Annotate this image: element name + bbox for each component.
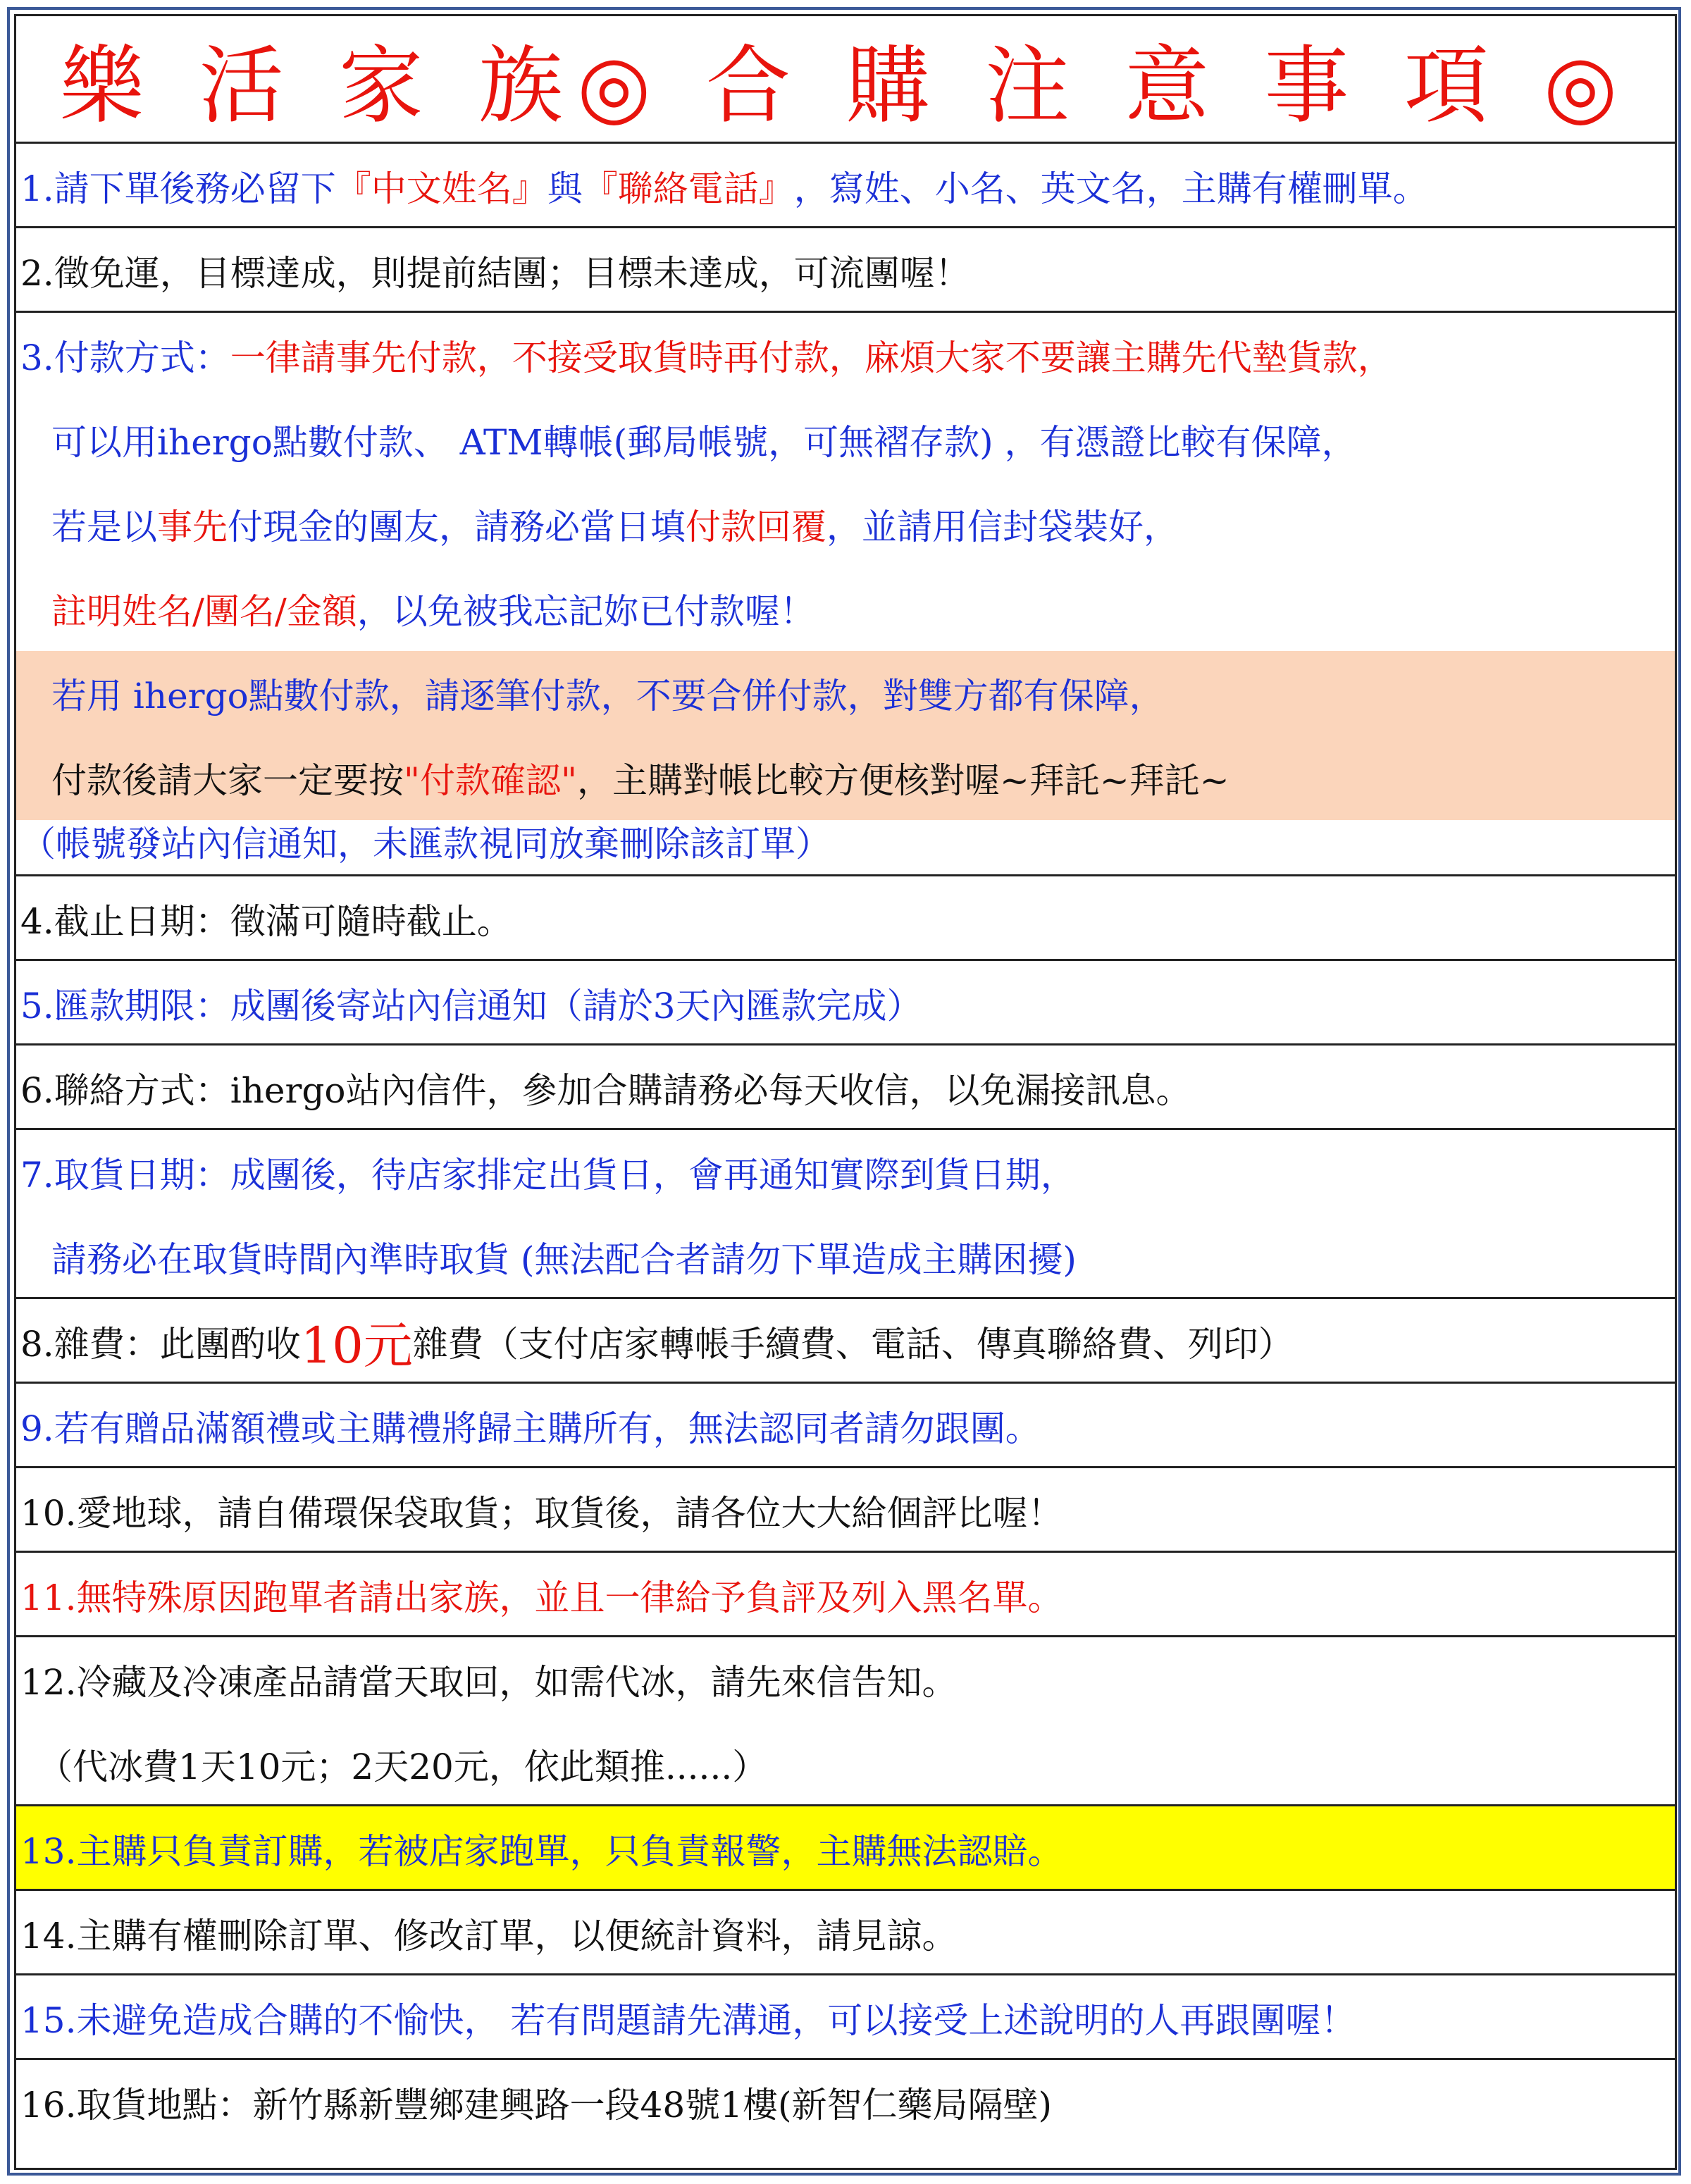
item-3-line-2: 可以用ihergo點數付款、 ATM轉帳(郵局帳號，可無褶存款) ，有憑證比較有保障， (51, 422, 1357, 463)
item-12 (16, 1635, 1675, 1804)
item-13-text: 13.主購只負責訂購，若被店家跑單，只負責報警，主購無法認賠。 (20, 1831, 1063, 1872)
item-6-text: 6.聯絡方式：ihergo站內信件，參加合購請務必每天收信，以免漏接訊息。 (20, 1070, 1191, 1111)
item-1-text-d: 『聯絡電話』 (582, 168, 794, 209)
item-8-fee: 10元 (300, 1316, 413, 1375)
notice-table (14, 14, 1677, 2170)
item-3 (16, 311, 1675, 874)
item-3-line-7: （帳號發站內信通知，未匯款視同放棄刪除該訂單） (20, 824, 831, 864)
item-3-line-5: 若用 ihergo點數付款，請逐筆付款，不要合併付款，對雙方都有保障， (16, 651, 1675, 736)
item-1-text-a: 1.請下單後務必留下 (20, 168, 336, 209)
item-9 (16, 1382, 1675, 1466)
item-15 (16, 1973, 1675, 2058)
item-1-line (16, 144, 1675, 226)
item-3-line-4 (16, 566, 1675, 651)
item-7 (16, 1128, 1675, 1297)
item-3-line-3-b: 事先 (157, 507, 228, 547)
item-5-text: 5.匯款期限：成團後寄站內信通知（請於3天內匯款完成） (20, 986, 922, 1026)
item-11-text: 11.無特殊原因跑單者請出家族，並且一律給予負評及列入黑名單。 (20, 1577, 1063, 1618)
item-3-line-3-d: 付款回覆 (686, 507, 826, 547)
item-3-line-6-b: "付款確認" (404, 760, 577, 801)
item-12-line-2: （代冰費1天10元；2天20元，依此類推......） (37, 1746, 768, 1787)
item-2-text: 2.徵免運，目標達成，則提前結團；目標未達成，可流團喔！ (20, 253, 970, 294)
item-8 (16, 1297, 1675, 1382)
item-6 (16, 1043, 1675, 1128)
item-9-text: 9.若有贈品滿額禮或主購禮將歸主購所有，無法認同者請勿跟團。 (20, 1408, 1041, 1449)
item-3-line-4-a: 註明姓名/團名/金額 (51, 591, 357, 632)
page-title: 樂 活 家 族◎ 合 購 注 意 事 項 ◎ (59, 37, 1632, 135)
item-1-text-b: 『中文姓名』 (335, 168, 547, 209)
item-10 (16, 1466, 1675, 1551)
item-2 (16, 226, 1675, 311)
item-3-line-3-c: 付現金的團友，請務必當日填 (228, 507, 686, 547)
item-3-line-6-a: 付款後請大家一定要按 (51, 760, 404, 801)
item-16 (16, 2058, 1675, 2168)
item-3-label: 3.付款方式： (20, 337, 230, 378)
item-8-text-c: 雜費（支付店家轉帳手續費、電話、傳真聯絡費、列印） (412, 1324, 1294, 1365)
item-3-line-3 (16, 482, 1675, 566)
item-15-text: 15.未避免造成合購的不愉快， 若有問題請先溝通，可以接受上述說明的人再跟團喔！ (20, 2000, 1356, 2041)
item-7-line-2: 請務必在取貨時間內準時取貨 (無法配合者請勿下單造成主購困擾) (51, 1239, 1077, 1280)
item-8-line (16, 1299, 1675, 1382)
item-3-line-3-a: 若是以 (51, 507, 157, 547)
item-1-text-c: 與 (547, 168, 583, 209)
item-16-text: 16.取貨地點：新竹縣新豐鄉建興路一段48號1樓(新智仁藥局隔壁) (20, 2085, 1052, 2126)
item-1 (16, 142, 1675, 226)
item-14-text: 14.主購有權刪除訂單、修改訂單，以便統計資料，請見諒。 (20, 1916, 958, 1956)
item-11 (16, 1551, 1675, 1635)
item-4-text: 4.截止日期：徵滿可隨時截止。 (20, 901, 512, 942)
item-3-line-6-c: ，主購對帳比較方便核對喔~拜託~拜託~ (577, 760, 1229, 801)
item-8-text-a: 8.雜費：此團酌收 (20, 1324, 301, 1365)
item-3-text-b: 一律請事先付款，不接受取貨時再付款，麻煩大家不要讓主購先代墊貨款， (230, 337, 1393, 378)
item-3-line-3-e: ，並請用信封袋裝好， (826, 507, 1179, 547)
item-1-text-e: ，寫姓、小名、英文名，主購有權刪單。 (793, 168, 1428, 209)
item-10-text: 10.愛地球，請自備環保袋取貨；取貨後，請各位大大給個評比喔！ (20, 1493, 1063, 1534)
item-4 (16, 874, 1675, 959)
item-13 (16, 1804, 1675, 1889)
item-12-line-1: 12.冷藏及冷凍產品請當天取回，如需代冰，請先來信告知。 (20, 1662, 958, 1703)
item-3-line-4-b: ，以免被我忘記妳已付款喔！ (357, 591, 815, 632)
item-7-line-1: 7.取貨日期：成團後，待店家排定出貨日，會再通知實際到貨日期， (20, 1155, 1076, 1196)
item-14 (16, 1889, 1675, 1973)
item-5 (16, 959, 1675, 1043)
item-3-line-1 (16, 313, 1675, 397)
